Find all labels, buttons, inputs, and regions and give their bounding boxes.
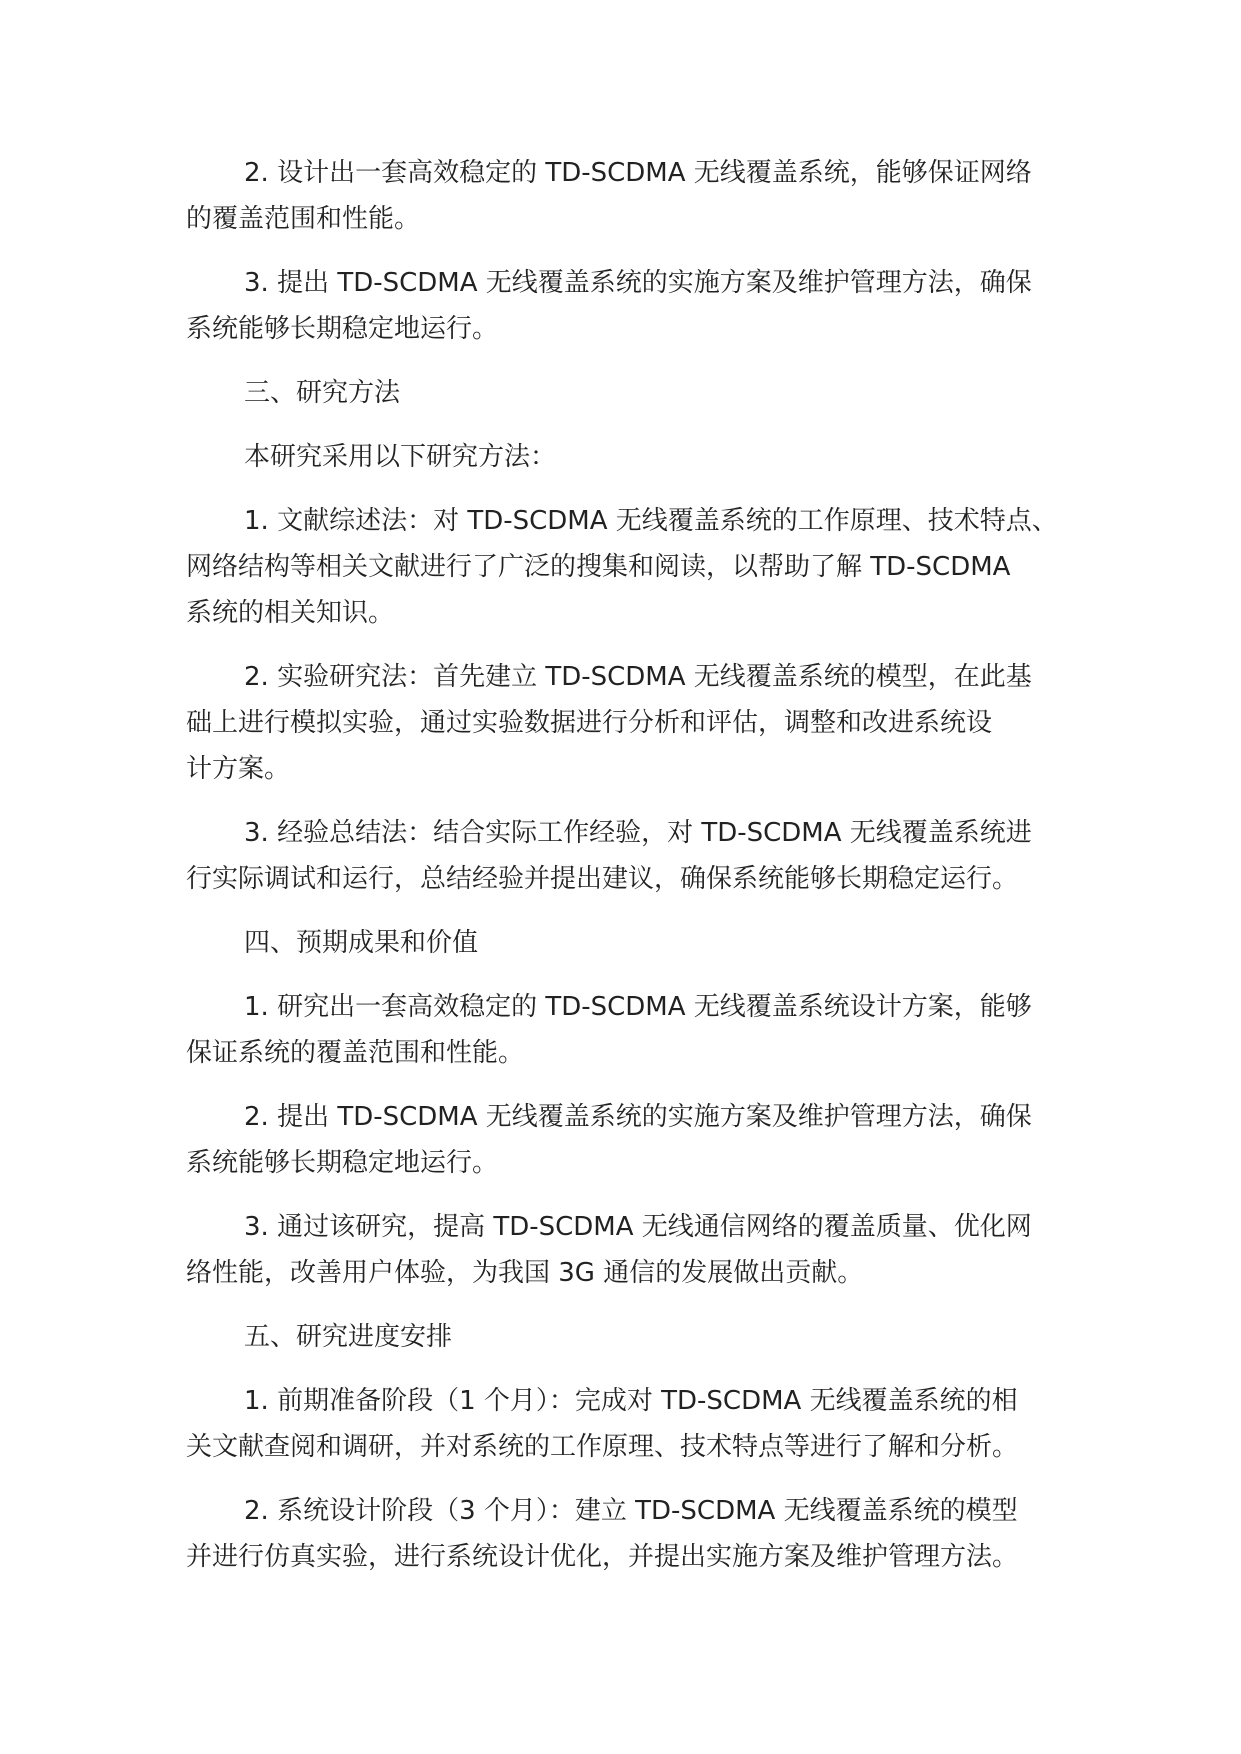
text-line: 本研究采用以下研究方法： bbox=[244, 442, 557, 472]
text-line: 系统能够长期稳定地运行。 bbox=[186, 314, 499, 344]
text-line: 础上进行模拟实验，通过实验数据进行分析和评估，调整和改进系统设 bbox=[186, 708, 993, 738]
text-line: 系统能够长期稳定地运行。 bbox=[186, 1148, 499, 1178]
section-heading bbox=[186, 920, 1066, 966]
paragraph bbox=[186, 498, 1066, 636]
paragraph bbox=[186, 1204, 1066, 1296]
text-line: 保证系统的覆盖范围和性能。 bbox=[186, 1038, 525, 1068]
paragraph bbox=[186, 810, 1066, 902]
paragraph bbox=[186, 1378, 1066, 1470]
text-line: 2. 实验研究法：首先建立 TD-SCDMA 无线覆盖系统的模型，在此基 bbox=[244, 662, 1032, 692]
text-line: 3. 通过该研究，提高 TD-SCDMA 无线通信网络的覆盖质量、优化网 bbox=[244, 1212, 1032, 1242]
text-line: 2. 设计出一套高效稳定的 TD-SCDMA 无线覆盖系统，能够保证网络 bbox=[244, 158, 1032, 188]
paragraph bbox=[186, 1094, 1066, 1186]
paragraph bbox=[186, 434, 1066, 480]
text-line: 1. 文献综述法：对 TD-SCDMA 无线覆盖系统的工作原理、技术特点、 bbox=[244, 506, 1058, 536]
paragraph bbox=[186, 260, 1066, 352]
text-line: 关文献查阅和调研，并对系统的工作原理、技术特点等进行了解和分析。 bbox=[186, 1432, 1019, 1462]
text-line: 的覆盖范围和性能。 bbox=[186, 204, 421, 234]
section-heading bbox=[186, 1314, 1066, 1360]
text-line: 2. 提出 TD-SCDMA 无线覆盖系统的实施方案及维护管理方法，确保 bbox=[244, 1102, 1032, 1132]
text-line: 3. 提出 TD-SCDMA 无线覆盖系统的实施方案及维护管理方法，确保 bbox=[244, 268, 1032, 298]
section-heading bbox=[186, 370, 1066, 416]
text-line: 四、预期成果和价值 bbox=[244, 928, 479, 958]
text-line: 系统的相关知识。 bbox=[186, 598, 395, 628]
paragraph bbox=[186, 984, 1066, 1076]
text-line: 3. 经验总结法：结合实际工作经验，对 TD-SCDMA 无线覆盖系统进 bbox=[244, 818, 1032, 848]
text-line: 1. 研究出一套高效稳定的 TD-SCDMA 无线覆盖系统设计方案，能够 bbox=[244, 992, 1032, 1022]
text-line: 1. 前期准备阶段（1 个月）：完成对 TD-SCDMA 无线覆盖系统的相 bbox=[244, 1386, 1018, 1416]
text-line: 网络结构等相关文献进行了广泛的搜集和阅读，以帮助了解 TD-SCDMA bbox=[186, 552, 1011, 582]
text-line: 并进行仿真实验，进行系统设计优化，并提出实施方案及维护管理方法。 bbox=[186, 1542, 1019, 1572]
paragraph bbox=[186, 1488, 1066, 1580]
paragraph bbox=[186, 654, 1066, 792]
document-body bbox=[186, 150, 1066, 1598]
text-line: 五、研究进度安排 bbox=[244, 1322, 453, 1352]
text-line: 计方案。 bbox=[186, 754, 291, 784]
text-line: 2. 系统设计阶段（3 个月）：建立 TD-SCDMA 无线覆盖系统的模型 bbox=[244, 1496, 1018, 1526]
text-line: 行实际调试和运行，总结经验并提出建议，确保系统能够长期稳定运行。 bbox=[186, 864, 1019, 894]
paragraph bbox=[186, 150, 1066, 242]
text-line: 三、研究方法 bbox=[244, 378, 401, 408]
text-line: 络性能，改善用户体验，为我国 3G 通信的发展做出贡献。 bbox=[186, 1258, 864, 1288]
